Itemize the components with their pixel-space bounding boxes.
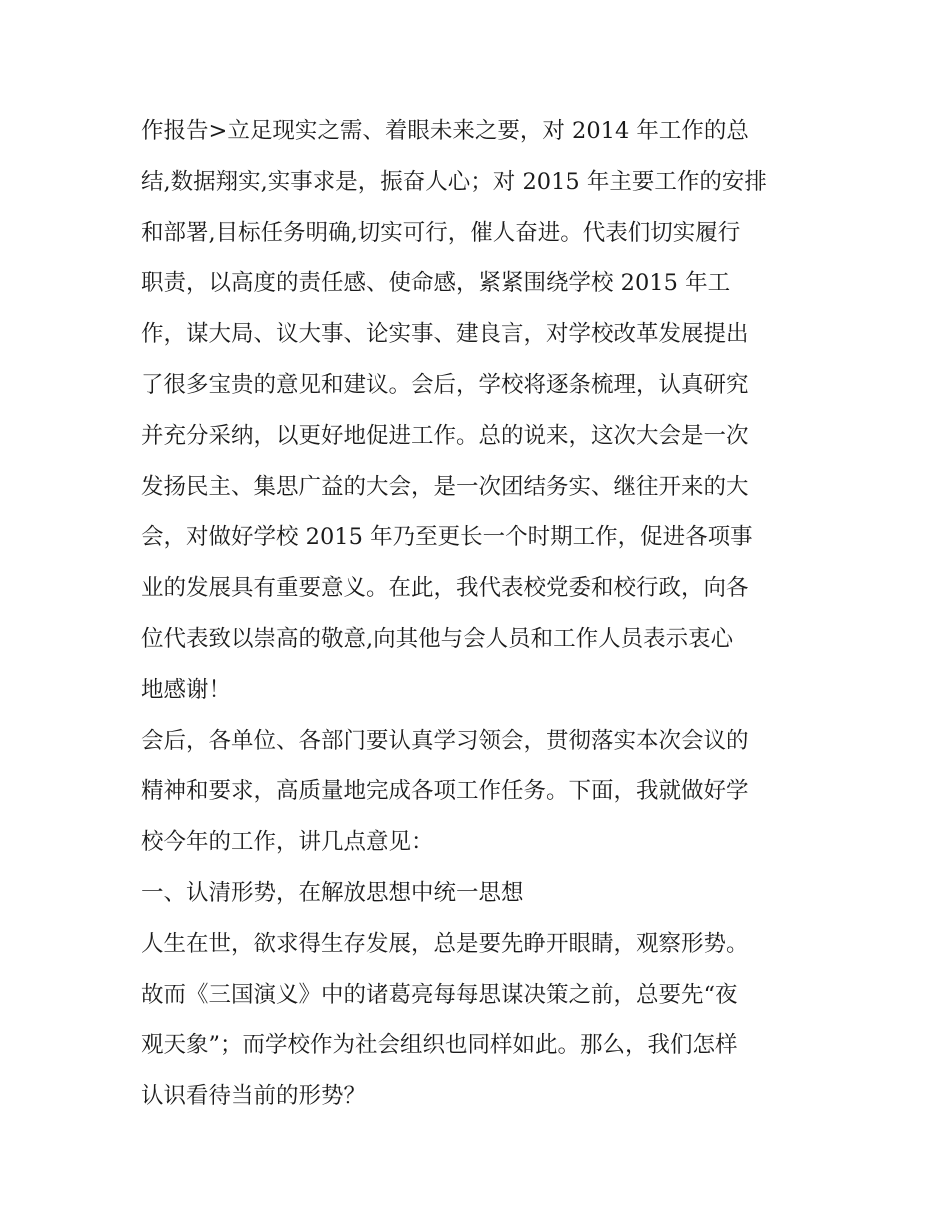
- text-line: 职责，以高度的责任感、使命感，紧紧围绕学校 2015 年工: [141, 270, 731, 297]
- text-line: 发扬民主、集思广益的大会，是一次团结务实、继往开来的大: [141, 473, 749, 500]
- text-line: 校今年的工作，讲几点意见：: [141, 829, 434, 856]
- text-line: 观天象”；而学校作为社会组织也同样如此。那么，我们怎样: [141, 1032, 738, 1059]
- text-line: 会后，各单位、各部门要认真学习领会，贯彻落实本次会议的: [141, 727, 749, 754]
- text-line: 精神和要求，高质量地完成各项工作任务。下面，我就做好学: [141, 778, 749, 805]
- text-line: 会，对做好学校 2015 年乃至更长一个时期工作，促进各项事: [141, 524, 753, 551]
- text-line: 地感谢！: [141, 676, 232, 703]
- section-heading: 一、认清形势，在解放思想中统一思想: [141, 879, 524, 906]
- text-line: 了很多宝贵的意见和建议。会后，学校将逐条梳理，认真研究: [141, 371, 749, 398]
- text-line: 认识看待当前的形势？: [141, 1083, 367, 1110]
- text-line: 结,数据翔实,实事求是，振奋人心；对 2015 年主要工作的安排: [141, 168, 767, 195]
- text-line: 作报告>立足现实之需、着眼未来之要，对 2014 年工作的总: [141, 118, 749, 144]
- text-line: 业的发展具有重要意义。在此，我代表校党委和校行政，向各: [141, 575, 749, 602]
- text-line: 和部署,目标任务明确,切实可行，催人奋进。代表们切实履行: [141, 219, 741, 246]
- text-line: 并充分采纳，以更好地促进工作。总的说来，这次大会是一次: [141, 422, 749, 449]
- text-line: 人生在世，欲求得生存发展，总是要先睁开眼睛，观察形势。: [141, 930, 749, 957]
- text-line: 故而《三国演义》中的诸葛亮每每思谋决策之前，总要先“夜: [141, 981, 738, 1008]
- document-body: [141, 106, 821, 1122]
- text-line: 作，谋大局、议大事、论实事、建良言，对学校改革发展提出: [141, 321, 749, 348]
- text-line: 位代表致以崇高的敬意,向其他与会人员和工作人员表示衷心: [141, 625, 734, 652]
